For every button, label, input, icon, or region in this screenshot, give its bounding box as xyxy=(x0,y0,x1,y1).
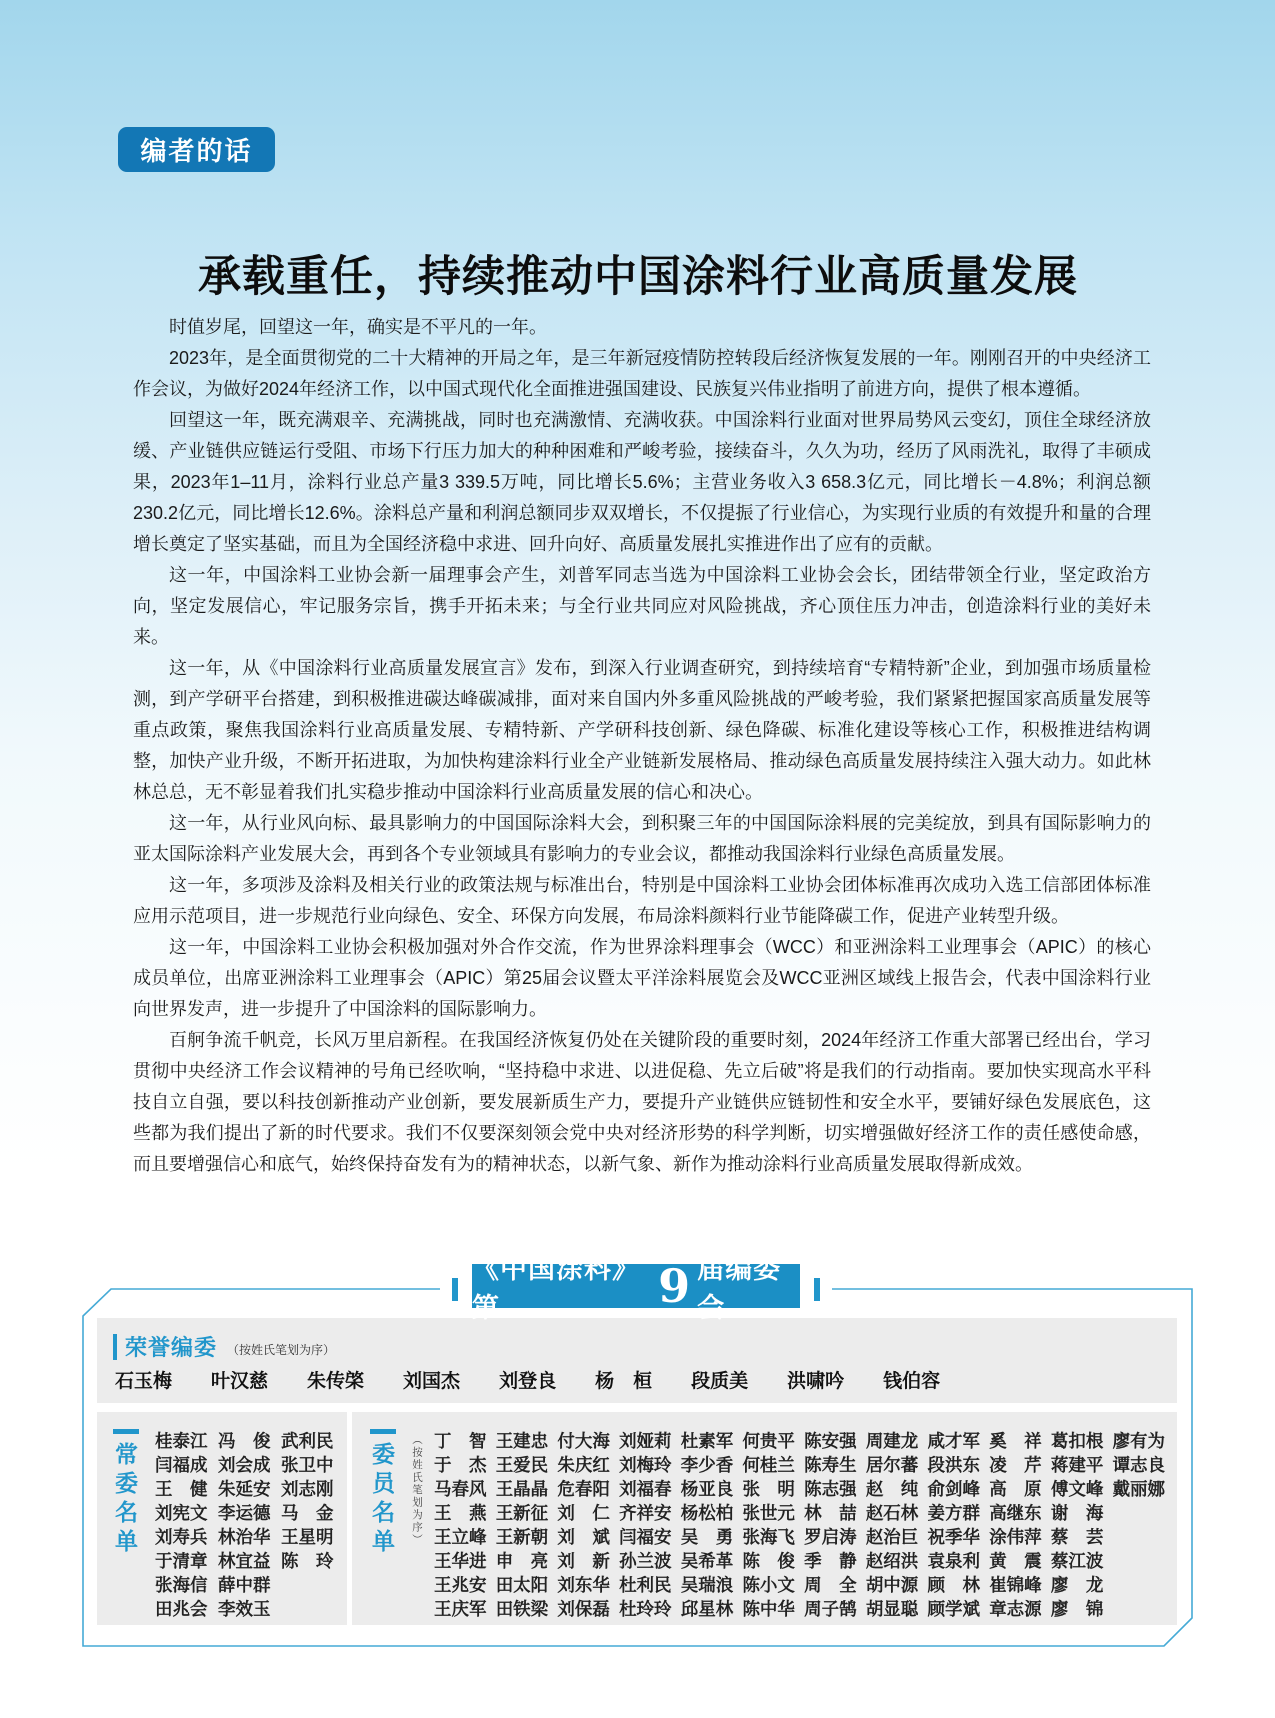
article-paragraph: 回望这一年，既充满艰辛、充满挑战，同时也充满激情、充满收获。中国涂料行业面对世界局势风云变幻，顶住全球经济放缓、产业链供应链运行受阻、市场下行压力加大的种种困难和严峻考验，接续奋斗，久久为功，经历了风雨洗礼，取得了丰硕成果，2023年1–11月，涂料行业总产量3 339.5万吨，同比增长5.6%；主营业务收入3 658.3亿元，同比增长－4.8%；利润总额230.2亿元，同比增长12.6%。涂料总产量和利润总额同步双双增长，不仅提振了行业信心，为实现行业质的有效提升和量的合理增长奠定了坚实基础，而且为全国经济稳中求进、回升向好、高质量发展扎实推进作出了应有的贡献。 xyxy=(133,410,1151,554)
article-paragraph: 2023年，是全面贯彻党的二十大精神的开局之年，是三年新冠疫情防控转段后经济恢复发展的一年。刚刚召开的中央经济工作会议，为做好2024年经济工作，以中国式现代化全面推进强国建设、民族复兴伟业指明了前进方向，提供了根本遵循。 xyxy=(133,348,1151,399)
member-name: 陈安强 xyxy=(804,1431,857,1452)
member-name: 赵绍洪 xyxy=(865,1551,919,1572)
member-name-row xyxy=(434,1476,1174,1500)
member-name: 王 燕 xyxy=(434,1503,487,1524)
member-name: 廖 龙 xyxy=(1050,1575,1104,1596)
member-name: 廖 锦 xyxy=(1050,1599,1104,1620)
standing-member-name-row xyxy=(155,1548,344,1572)
member-name: 奚 祥 xyxy=(989,1431,1042,1452)
editor-note-badge: 编者的话 xyxy=(118,127,275,172)
standing-member-name: 田兆会 xyxy=(155,1599,208,1620)
honorary-member-name: 刘登良 xyxy=(499,1370,557,1392)
member-name: 赵石林 xyxy=(865,1503,919,1524)
banner-right-gap xyxy=(800,1283,832,1295)
standing-committee-header xyxy=(109,1429,142,1558)
member-name: 蒋建平 xyxy=(1050,1455,1104,1476)
standing-name-grid xyxy=(155,1428,344,1620)
standing-member-name: 于清章 xyxy=(155,1551,208,1572)
member-name: 杨亚良 xyxy=(680,1479,734,1500)
standing-member-name: 王 健 xyxy=(155,1479,208,1500)
member-name: 赵治巨 xyxy=(865,1527,919,1548)
member-name-row xyxy=(434,1572,1174,1596)
standing-member-name: 林宜益 xyxy=(218,1551,271,1572)
member-name: 王华进 xyxy=(434,1551,487,1572)
page-title: 承载重任，持续推动中国涂料行业高质量发展 xyxy=(198,251,1078,302)
member-name: 顾 林 xyxy=(927,1575,980,1596)
standing-member-name: 闫福成 xyxy=(155,1455,208,1476)
member-name: 张 明 xyxy=(742,1479,795,1500)
member-name: 谭志良 xyxy=(1112,1455,1166,1476)
member-name: 胡中源 xyxy=(865,1575,919,1596)
honorary-member-name: 段质美 xyxy=(691,1370,749,1392)
article-body xyxy=(133,312,1151,1180)
standing-member-name: 张海信 xyxy=(155,1575,208,1596)
member-name: 田铁梁 xyxy=(495,1599,549,1620)
member-name: 吴希革 xyxy=(680,1551,734,1572)
standing-member-name: 陈 玲 xyxy=(281,1551,334,1572)
standing-member-name: 刘宪文 xyxy=(155,1503,208,1524)
member-name: 章志源 xyxy=(989,1599,1042,1620)
standing-member-name: 朱延安 xyxy=(218,1479,271,1500)
standing-member-name: 刘寿兵 xyxy=(155,1527,208,1548)
member-name: 崔锦峰 xyxy=(989,1575,1042,1596)
member-name: 居尔蕃 xyxy=(865,1455,919,1476)
member-name: 蔡江波 xyxy=(1050,1551,1104,1572)
standing-member-name: 武利民 xyxy=(281,1431,334,1452)
member-name: 林 喆 xyxy=(804,1503,857,1524)
article-paragraph: 这一年，中国涂料工业协会新一届理事会产生，刘普军同志当选为中国涂料工业协会会长，团结带领全行业，坚定政治方向，坚定发展信心，牢记服务宗旨，携手开拓未来；与全行业共同应对风险挑战，齐心顶住压力冲击，创造涂料行业的美好未来。 xyxy=(133,565,1151,647)
member-name: 黄 震 xyxy=(989,1551,1042,1572)
member-name: 田太阳 xyxy=(495,1575,549,1596)
member-name: 段洪东 xyxy=(927,1455,980,1476)
banner-left-gap xyxy=(440,1283,472,1295)
accent-bar-icon xyxy=(370,1429,396,1434)
member-name: 姜方群 xyxy=(927,1503,980,1524)
standing-member-name: 王星明 xyxy=(281,1527,334,1548)
banner-prefix: 《中国涂料》第 xyxy=(472,1254,640,1324)
member-name: 王庆军 xyxy=(434,1599,487,1620)
standing-member-name-row xyxy=(155,1428,344,1452)
standing-member-name: 李运德 xyxy=(218,1503,271,1524)
member-name: 付大海 xyxy=(557,1431,610,1452)
member-name: 孙兰波 xyxy=(619,1551,672,1572)
standing-member-name: 刘会成 xyxy=(218,1455,271,1476)
standing-member-name: 薛中群 xyxy=(218,1575,271,1596)
member-name: 刘 仁 xyxy=(557,1503,610,1524)
member-name: 王新征 xyxy=(495,1503,549,1524)
member-name: 刘梅玲 xyxy=(619,1455,672,1476)
member-name: 何贵平 xyxy=(742,1431,795,1452)
member-name: 刘 新 xyxy=(557,1551,610,1572)
accent-bar-icon xyxy=(113,1334,117,1360)
standing-member-name: 林治华 xyxy=(218,1527,271,1548)
member-name: 涂伟萍 xyxy=(989,1527,1042,1548)
honorary-member-name: 石玉梅 xyxy=(115,1370,173,1392)
banner-suffix: 届编委会 xyxy=(697,1254,782,1324)
standing-member-name: 桂泰江 xyxy=(155,1431,208,1452)
member-name: 胡显聪 xyxy=(865,1599,919,1620)
honorary-member-name: 钱伯容 xyxy=(883,1370,941,1392)
member-name: 刘福春 xyxy=(619,1479,672,1500)
honorary-name-list xyxy=(115,1366,940,1393)
standing-member-name: 冯 俊 xyxy=(218,1431,271,1452)
article-paragraph: 这一年，中国涂料工业协会积极加强对外合作交流，作为世界涂料理事会（WCC）和亚洲涂料工业理事会（APIC）的核心成员单位，出席亚洲涂料工业理事会（APIC）第25届会议暨太平洋涂料展览会及WCC亚洲区域线上报告会，代表中国涂料行业向世界发声，进一步提升了中国涂料的国际影响力。 xyxy=(133,937,1151,1019)
member-name-row xyxy=(434,1596,1174,1620)
member-name-row xyxy=(434,1548,1174,1572)
standing-member-name-row xyxy=(155,1500,344,1524)
member-name: 罗启涛 xyxy=(804,1527,857,1548)
members-sort-note: （按姓氏笔划为序） xyxy=(411,1434,423,1547)
member-name: 朱庆红 xyxy=(557,1455,610,1476)
member-name: 王晶晶 xyxy=(495,1479,549,1500)
honorary-member-name: 叶汉慈 xyxy=(211,1370,269,1392)
article-paragraph: 这一年，从《中国涂料行业高质量发展宣言》发布，到深入行业调查研究，到持续培育“专精特新”企业，到加强市场质量检测，到产学研平台搭建，到积极推进碳达峰碳减排，面对来自国内外多重风险挑战的严峻考验，我们紧紧把握国家高质量发展等重点政策，聚焦我国涂料行业高质量发展、专精特新、产学研科技创新、绿色降碳、标准化建设等核心工作，积极推进结构调整，加快产业升级，不断开拓进取，为加快构建涂料行业全产业链新发展格局、推动绿色高质量发展持续注入强大动力。如此林林总总，无不彰显着我们扎实稳步推动中国涂料行业高质量发展的信心和决心。 xyxy=(133,658,1151,802)
member-name: 周子鹄 xyxy=(804,1599,857,1620)
member-name: 刘 斌 xyxy=(557,1527,610,1548)
member-name: 闫福安 xyxy=(619,1527,672,1548)
member-name: 杜利民 xyxy=(619,1575,672,1596)
article-paragraph: 百舸争流千帆竞，长风万里启新程。在我国经济恢复仍处在关键阶段的重要时刻，2024年经济工作重大部署已经出台，学习贯彻中央经济工作会议精神的号角已经吹响，“坚持稳中求进、以进促稳、先立后破”将是我们的行动指南。要加快实现高水平科技自立自强，要以科技创新推动产业创新，要发展新质生产力，要提升产业链供应链韧性和安全水平，要铺好绿色发展底色，这些都为我们提出了新的时代要求。我们不仅要深刻领会党中央对经济形势的科学判断，切实增强做好经济工作的责任感使命感，而且要增强信心和底气，始终保持奋发有为的精神状态，以新气象、新作为推动涂料行业高质量发展取得新成效。 xyxy=(133,1030,1151,1174)
member-name: 杨松柏 xyxy=(680,1503,734,1524)
member-name: 蔡 芸 xyxy=(1050,1527,1104,1548)
standing-member-name: 张卫中 xyxy=(281,1455,334,1476)
member-name: 刘娅莉 xyxy=(619,1431,672,1452)
member-name: 周 全 xyxy=(804,1575,857,1596)
member-name: 何桂兰 xyxy=(742,1455,795,1476)
member-name: 丁 智 xyxy=(434,1431,487,1452)
honorary-committee-panel xyxy=(97,1318,1177,1403)
member-name: 袁泉利 xyxy=(927,1551,980,1572)
member-name: 吴 勇 xyxy=(680,1527,734,1548)
member-name: 祝季华 xyxy=(927,1527,980,1548)
member-name: 傅文峰 xyxy=(1050,1479,1104,1500)
member-name: 周建龙 xyxy=(865,1431,919,1452)
honorary-member-name: 杨 桓 xyxy=(595,1370,653,1392)
standing-member-name-row xyxy=(155,1524,344,1548)
honorary-sort-note: （按姓氏笔划为序） xyxy=(227,1343,336,1357)
member-name: 陈志强 xyxy=(804,1479,857,1500)
banner-right-tick xyxy=(814,1278,820,1301)
standing-member-name-row xyxy=(155,1452,344,1476)
honorary-committee-label: 荣誉编委 xyxy=(125,1335,218,1360)
banner-edition-number: 9 xyxy=(658,1259,692,1313)
member-name: 陈小文 xyxy=(742,1575,795,1596)
standing-member-name: 刘志刚 xyxy=(281,1479,334,1500)
honorary-member-name: 朱传棨 xyxy=(307,1370,365,1392)
member-name: 谢 海 xyxy=(1050,1503,1104,1524)
member-name: 咸才军 xyxy=(927,1431,980,1452)
standing-member-name-row xyxy=(155,1476,344,1500)
member-name: 高 原 xyxy=(989,1479,1042,1500)
member-name: 凌 芹 xyxy=(989,1455,1042,1476)
member-name: 杜玲玲 xyxy=(619,1599,672,1620)
standing-committee-panel xyxy=(97,1412,347,1625)
member-name: 刘保磊 xyxy=(557,1599,610,1620)
banner-left-tick xyxy=(452,1278,458,1301)
accent-bar-icon xyxy=(113,1429,139,1434)
members-label: 委员名单 xyxy=(369,1442,395,1558)
member-name: 王兆安 xyxy=(434,1575,487,1596)
honorary-committee-header xyxy=(113,1331,335,1362)
members-panel xyxy=(352,1412,1177,1625)
member-name: 齐祥安 xyxy=(619,1503,672,1524)
member-name: 廖有为 xyxy=(1112,1431,1166,1452)
member-name: 葛扣根 xyxy=(1050,1431,1104,1452)
member-name: 顾学斌 xyxy=(927,1599,980,1620)
member-name: 吴瑞浪 xyxy=(680,1575,734,1596)
honorary-member-name: 洪啸吟 xyxy=(787,1370,845,1392)
member-name: 陈中华 xyxy=(742,1599,795,1620)
member-name: 陈寿生 xyxy=(804,1455,857,1476)
member-name: 陈 俊 xyxy=(742,1551,795,1572)
member-name: 邱星林 xyxy=(680,1599,734,1620)
member-name: 杜素军 xyxy=(680,1431,734,1452)
member-name: 王新朝 xyxy=(495,1527,549,1548)
standing-member-name-row xyxy=(155,1596,344,1620)
member-name-row xyxy=(434,1428,1174,1452)
member-name: 危春阳 xyxy=(557,1479,610,1500)
members-name-grid xyxy=(434,1428,1174,1620)
member-name-row xyxy=(434,1524,1174,1548)
member-name: 王立峰 xyxy=(434,1527,487,1548)
member-name: 戴丽娜 xyxy=(1112,1479,1166,1500)
standing-member-name: 李效玉 xyxy=(218,1599,271,1620)
article-paragraph: 时值岁尾，回望这一年，确实是不平凡的一年。 xyxy=(169,317,547,337)
member-name: 赵 纯 xyxy=(865,1479,919,1500)
member-name: 申 亮 xyxy=(495,1551,549,1572)
honorary-member-name: 刘国杰 xyxy=(403,1370,461,1392)
member-name: 季 静 xyxy=(804,1551,857,1572)
member-name: 俞剑峰 xyxy=(927,1479,980,1500)
members-header xyxy=(366,1429,399,1558)
article-paragraph: 这一年，从行业风向标、最具影响力的中国国际涂料大会，到积聚三年的中国国际涂料展的完美绽放，到具有国际影响力的亚太国际涂料产业发展大会，再到各个专业领域具有影响力的专业会议，都推动我国涂料行业绿色高质量发展。 xyxy=(133,813,1151,864)
member-name: 李少香 xyxy=(680,1455,734,1476)
standing-member-name: 马 金 xyxy=(281,1503,334,1524)
member-name: 张海飞 xyxy=(742,1527,795,1548)
member-name: 张世元 xyxy=(742,1503,795,1524)
article-paragraph: 这一年，多项涉及涂料及相关行业的政策法规与标准出台，特别是中国涂料工业协会团体标准再次成功入选工信部团体标准应用示范项目，进一步规范行业向绿色、安全、环保方向发展，布局涂料颜料行业节能降碳工作，促进产业转型升级。 xyxy=(133,875,1151,926)
member-name: 刘东华 xyxy=(557,1575,610,1596)
member-name: 王建忠 xyxy=(495,1431,549,1452)
member-name: 高继东 xyxy=(989,1503,1042,1524)
editorial-board-banner xyxy=(472,1254,800,1324)
standing-member-name-row xyxy=(155,1572,344,1596)
member-name: 马春风 xyxy=(434,1479,487,1500)
standing-committee-label: 常委名单 xyxy=(112,1442,138,1558)
member-name: 王爱民 xyxy=(495,1455,549,1476)
member-name: 于 杰 xyxy=(434,1455,487,1476)
member-name-row xyxy=(434,1500,1174,1524)
member-name-row xyxy=(434,1452,1174,1476)
